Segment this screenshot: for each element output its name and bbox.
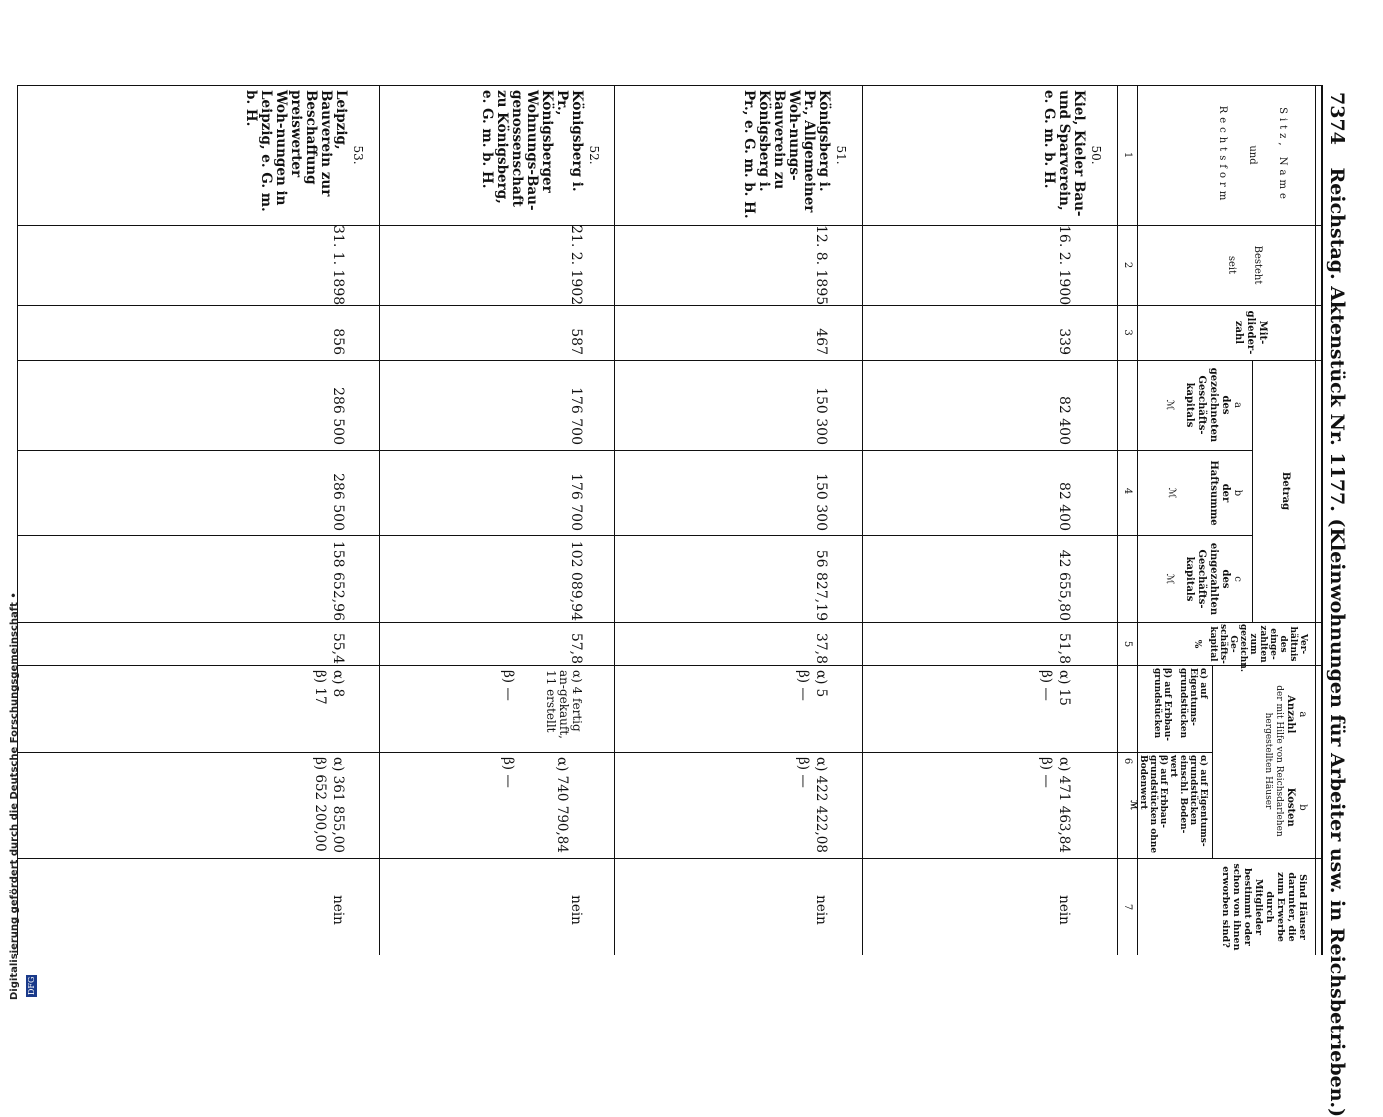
page-title: Reichstag. Aktenstück Nr. 1177. (Kleinwohnungen für Arbeiter usw. in Reichsbetrieben.) [1326,167,1348,1117]
paid-capital: 42 655,80 [1056,549,1072,621]
paid-ratio: 51,8 [1056,632,1072,664]
subscribed-capital: 150 300 [813,387,829,445]
table-row [618,85,858,955]
liability-sum: 82 400 [1056,482,1072,531]
header-col4b: b der Haftsumme ℳ [1166,460,1243,526]
house-cost-own: α) 361 855,00 [330,757,346,853]
cooperative-name: Königsberg i. Pr., Königsberger Wohnungs-Bau-genossenschaft zu Königsberg, e. G. m. b. H. [479,90,585,211]
scan-credit-text: Digitalisierung gefördert durch die Deutsche Forschungsgemeinschaft • [9,592,20,1000]
established-date: 16. 2. 1900 [1056,225,1072,306]
paid-capital: 158 652,96 [330,540,346,621]
header-col6a-sub: α) auf Eigentums-grundstücken β) auf Erbbau-grundstücken [1152,668,1208,742]
house-count-lease: β) — [500,670,516,701]
colnum-rule [1117,85,1118,955]
header-betrag: Betrag [1280,471,1291,511]
member-count: 587 [568,328,584,355]
member-count: 856 [330,328,346,355]
dfg-logo: DFG [27,976,36,995]
col6-rule [1212,665,1213,858]
colnum-5: 5 [1122,640,1133,648]
liability-sum: 150 300 [813,473,829,531]
cooperative-name: Kiel, Kieler Bau- und Sparverein, e. G. m. b. H. [1041,90,1087,217]
colnum-7: 7 [1122,903,1133,911]
running-head [1326,92,1348,1117]
house-count-own: α) 15 [1056,670,1072,706]
subscribed-capital: 176 700 [568,387,584,445]
house-cost-lease: β) — [795,757,811,788]
scan-credit [2,592,36,1000]
header-col6: a b Anzahl Kosten der mit Hilfe von Reichsdarlehen hergestellten Häuser [1262,668,1308,854]
paid-ratio: 55,4 [330,632,346,664]
paid-ratio: 57,8 [568,632,584,664]
table-top-rule [1321,85,1323,955]
header-col4a: a des gezeichneten Geschäfts-kapitals ℳ [1164,367,1243,443]
established-date: 31. 1. 1898 [330,225,346,306]
house-count-lease: β) 17 [312,670,328,705]
page-number: 7374 [1326,92,1348,145]
liability-sum: 286 500 [330,473,346,531]
table-row [145,85,375,955]
house-cost-lease: β) — [500,757,516,788]
colnum-4: 4 [1122,487,1133,495]
colnum-1: 1 [1122,151,1133,159]
header-col3: Mit- glieder- zahl [1233,310,1268,355]
row-rule [614,85,615,955]
col6-group-caption: der mit Hilfe von Reichsdarlehen hergestellten Häuser [1263,685,1284,837]
colnum-3: 3 [1122,329,1133,336]
house-count-own: α) 8 [330,670,346,698]
house-cost-own: α) 422 422,08 [813,757,829,853]
entry-number: 51. [834,145,848,165]
paid-ratio: 37,8 [813,632,829,664]
house-count-own: α) 5 [813,670,829,698]
table-row [381,85,611,955]
liability-sum: 176 700 [568,473,584,531]
header-col7: Sind Häuser darunter, die zum Erwerbe durch Mitglieder bestimmt oder schon von ihnen erworben sind? [1220,863,1308,951]
house-cost-own: α) 471 463,84 [1056,757,1072,853]
colnum-2: 2 [1122,261,1133,269]
member-owned: nein [330,895,346,925]
entry-number: 50. [1089,145,1103,165]
house-count-lease: β) — [795,670,811,701]
member-owned: nein [568,895,584,925]
member-owned: nein [813,895,829,925]
house-cost-lease: β) — [1038,757,1054,788]
betrag-rule [1252,360,1253,622]
established-date: 12. 8. 1895 [813,225,829,306]
member-count: 339 [1056,328,1072,355]
subscribed-capital: 286 500 [330,387,346,445]
house-count-own: α) 4 fertig an-gekauft, 11 erstellt [544,670,584,739]
subscribed-capital: 82 400 [1056,396,1072,445]
header-col6b-sub: α) auf Eigentums-grundstücken einschl. Boden-wert β) auf Erbbau-grundstücken ohne Bodenwert ℳ [1128,755,1208,854]
paid-capital: 102 089,94 [568,540,584,621]
header-col4c: c des eingezahlten Geschäfts-kapitals ℳ [1164,542,1243,616]
header-col5: Ver-hältnis des einge-zahlten zum gezeichn. Ge-schäfts-kapital % [1192,624,1308,672]
member-count: 467 [813,328,829,355]
cooperative-name: Königsberg i. Pr., Allgemeiner Woh-nungs-Bauverein zu Königsberg i. Pr., e. G. m. b. H. [741,90,832,219]
colnum-6: 6 [1122,757,1133,765]
header-col1: Sitz, Name und Rechtsform [1217,105,1288,205]
entry-number: 53. [351,145,365,165]
header-col2: Besteht seit [1226,245,1263,285]
member-owned: nein [1056,895,1072,925]
established-date: 21. 2. 1902 [568,225,584,306]
paid-capital: 56 827,19 [813,549,829,621]
row-rule [379,85,380,955]
house-cost-own: α) 740 790,84 [554,757,570,853]
table-top-rule-2 [1315,85,1316,955]
house-count-lease: β) — [1038,670,1054,701]
cooperative-name: Leipzig, Bauverein zur Beschaffung preiswerter Woh-nungen in Leipzig, e. G. m. b. H. [243,90,349,212]
row-rule [862,85,863,955]
entry-number: 52. [587,145,601,165]
table-row [868,85,1113,955]
house-cost-lease: β) 652 200,00 [312,757,328,852]
